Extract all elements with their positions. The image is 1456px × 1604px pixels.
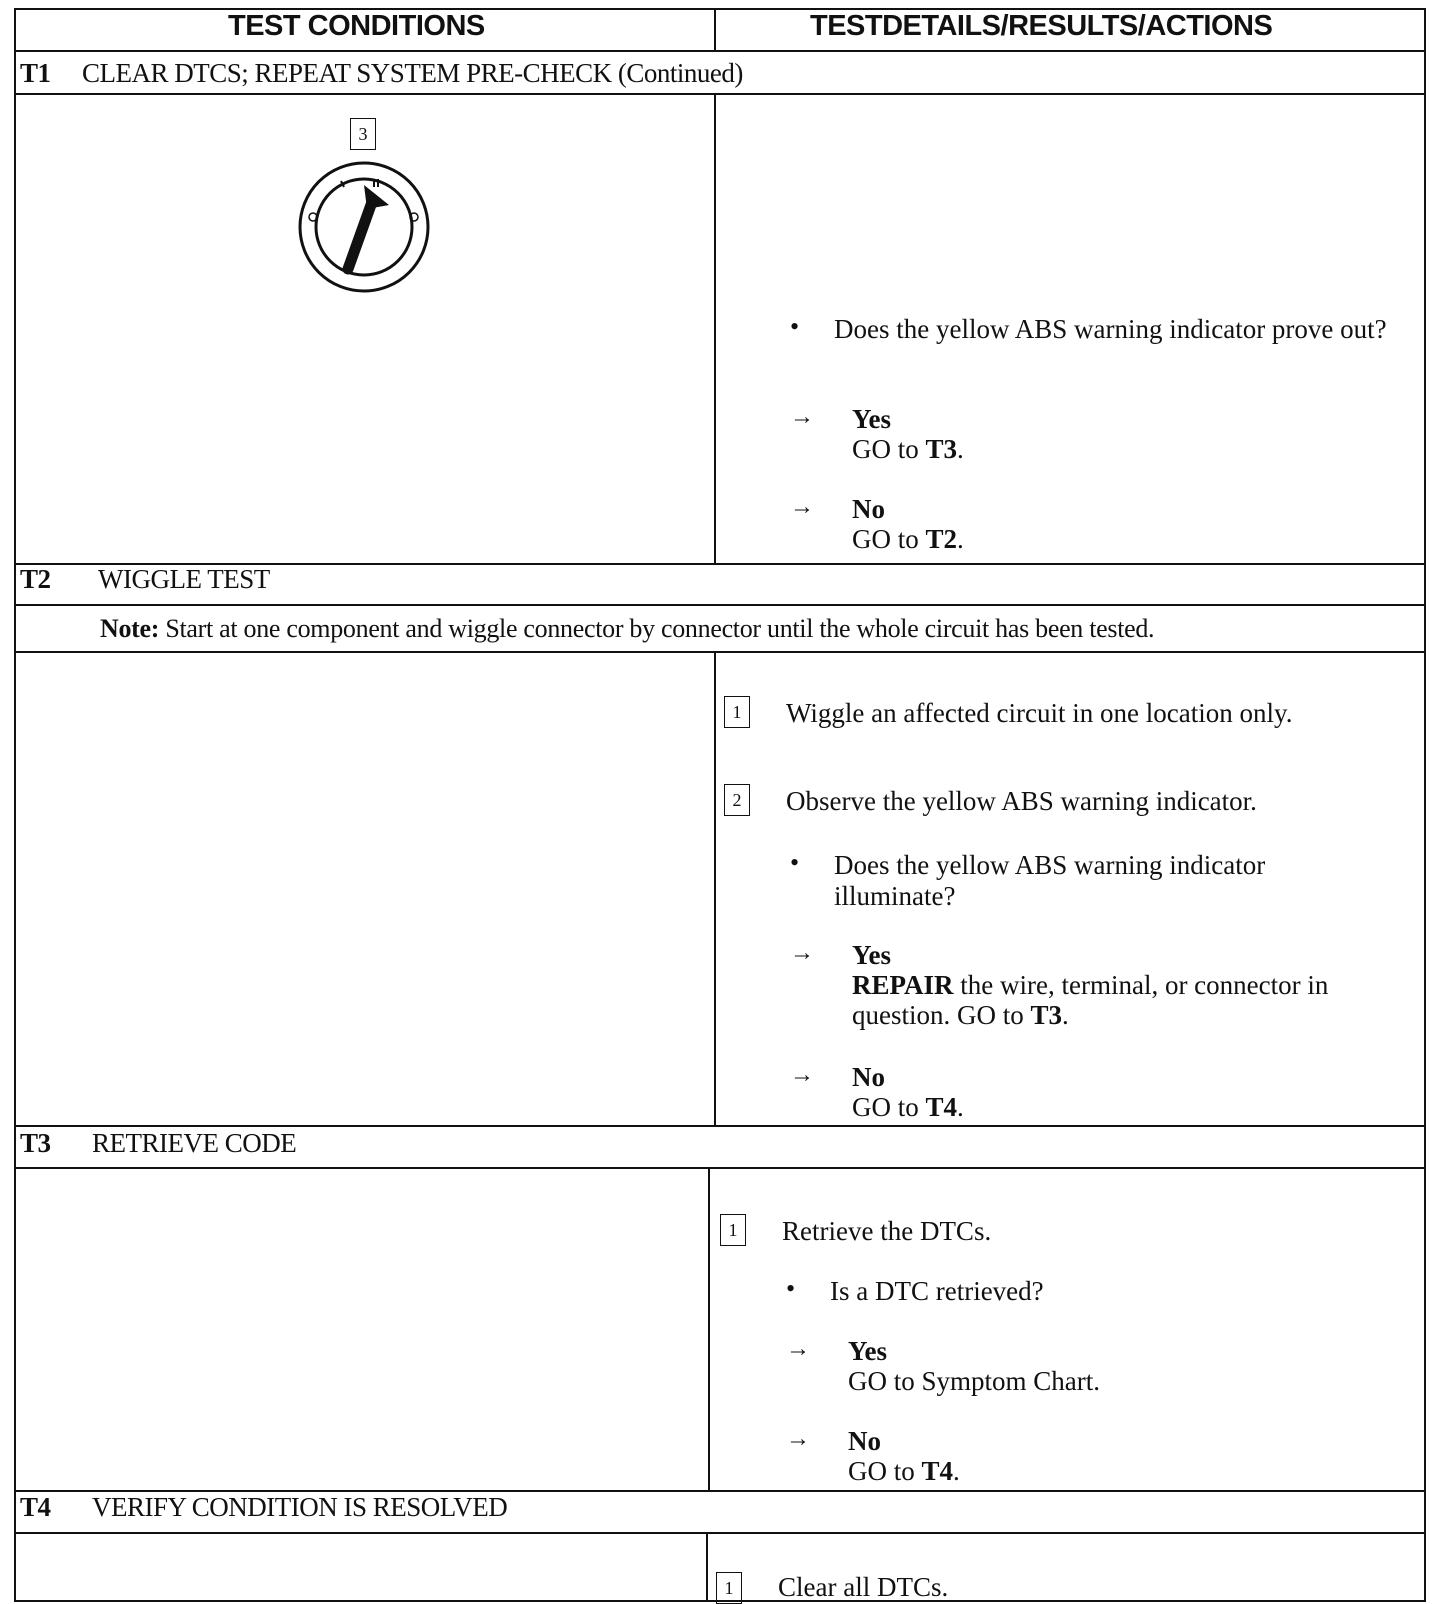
section-id: T2 (20, 564, 51, 594)
yes-label: Yes (852, 940, 891, 970)
header-test-details: TESTDETAILS/RESULTS/ACTIONS (810, 10, 1273, 42)
rule (14, 1532, 1426, 1534)
section-title-text: CLEAR DTCS; REPEAT SYSTEM PRE-CHECK (Continued) (82, 58, 743, 88)
section-title-text: WIGGLE TEST (98, 564, 270, 594)
rule (14, 604, 1426, 606)
t1-question: Does the yellow ABS warning indicator prove out? (834, 314, 1387, 344)
no-label: No (852, 1062, 885, 1092)
note-text: Start at one component and wiggle connector by connector until the whole circuit has been tested. (165, 614, 1155, 643)
t3-question: Is a DTC retrieved? (830, 1276, 1044, 1306)
section-title-text: VERIFY CONDITION IS RESOLVED (92, 1492, 508, 1522)
column-divider (714, 651, 716, 1125)
section-title-t3 (20, 1128, 296, 1159)
bullet: • (786, 1274, 796, 1303)
rule (14, 1167, 1426, 1169)
note-label: Note: (100, 614, 160, 643)
arrow-icon: → (786, 1336, 810, 1362)
t1-no (852, 494, 964, 554)
t2-yes (852, 940, 1412, 1030)
t2-question: Does the yellow ABS warning indicator illuminate? (834, 850, 1266, 911)
rule (14, 1125, 1426, 1127)
yes-action: GO to T3. (852, 434, 964, 464)
ignition-switch-icon (294, 157, 434, 297)
t1-yes (852, 404, 964, 464)
no-label: No (852, 494, 885, 524)
t2-step1-text: Wiggle an affected circuit in one location only. (786, 698, 1293, 728)
t4-step1-text: Clear all DTCs. (778, 1572, 949, 1602)
rule (14, 651, 1426, 653)
no-action: GO to T2. (852, 524, 964, 554)
section-title-t1 (20, 58, 743, 89)
section-id: T3 (20, 1128, 51, 1158)
section-title-t2 (20, 564, 270, 595)
bullet: • (790, 312, 800, 341)
step-number: 1 (724, 696, 750, 728)
section-id: T4 (20, 1492, 51, 1522)
t2-step2-text: Observe the yellow ABS warning indicator. (786, 786, 1257, 816)
t2-note (100, 614, 1154, 644)
step-number: 1 (716, 1572, 742, 1604)
arrow-icon: → (790, 940, 814, 966)
column-divider (714, 8, 716, 50)
arrow-icon: → (790, 1062, 814, 1088)
t3-no (848, 1426, 960, 1486)
bullet: • (790, 848, 800, 877)
t2-no (852, 1062, 964, 1122)
arrow-icon: → (790, 494, 814, 520)
step-number: 2 (724, 784, 750, 816)
yes-action: REPAIR the wire, terminal, or connector in question. GO to T3. (852, 970, 1329, 1030)
no-label: No (848, 1426, 881, 1456)
column-divider (714, 93, 716, 563)
figure-step-number: 3 (350, 118, 376, 150)
no-action: GO to T4. (848, 1456, 960, 1486)
t3-step1-text: Retrieve the DTCs. (782, 1216, 992, 1246)
column-divider (706, 1532, 708, 1602)
yes-label: Yes (852, 404, 891, 434)
no-action: GO to T4. (852, 1092, 964, 1122)
column-divider (708, 1167, 710, 1490)
rule (14, 93, 1426, 95)
yes-label: Yes (848, 1336, 887, 1366)
arrow-icon: → (786, 1426, 810, 1452)
arrow-icon: → (790, 404, 814, 430)
section-id: T1 (20, 58, 51, 88)
header-test-conditions: TEST CONDITIONS (228, 10, 485, 42)
section-title-text: RETRIEVE CODE (92, 1128, 297, 1158)
rule (14, 50, 1426, 52)
section-title-t4 (20, 1492, 507, 1523)
t3-yes (848, 1336, 1100, 1396)
yes-action: GO to Symptom Chart. (848, 1366, 1101, 1396)
step-number: 1 (720, 1214, 746, 1246)
